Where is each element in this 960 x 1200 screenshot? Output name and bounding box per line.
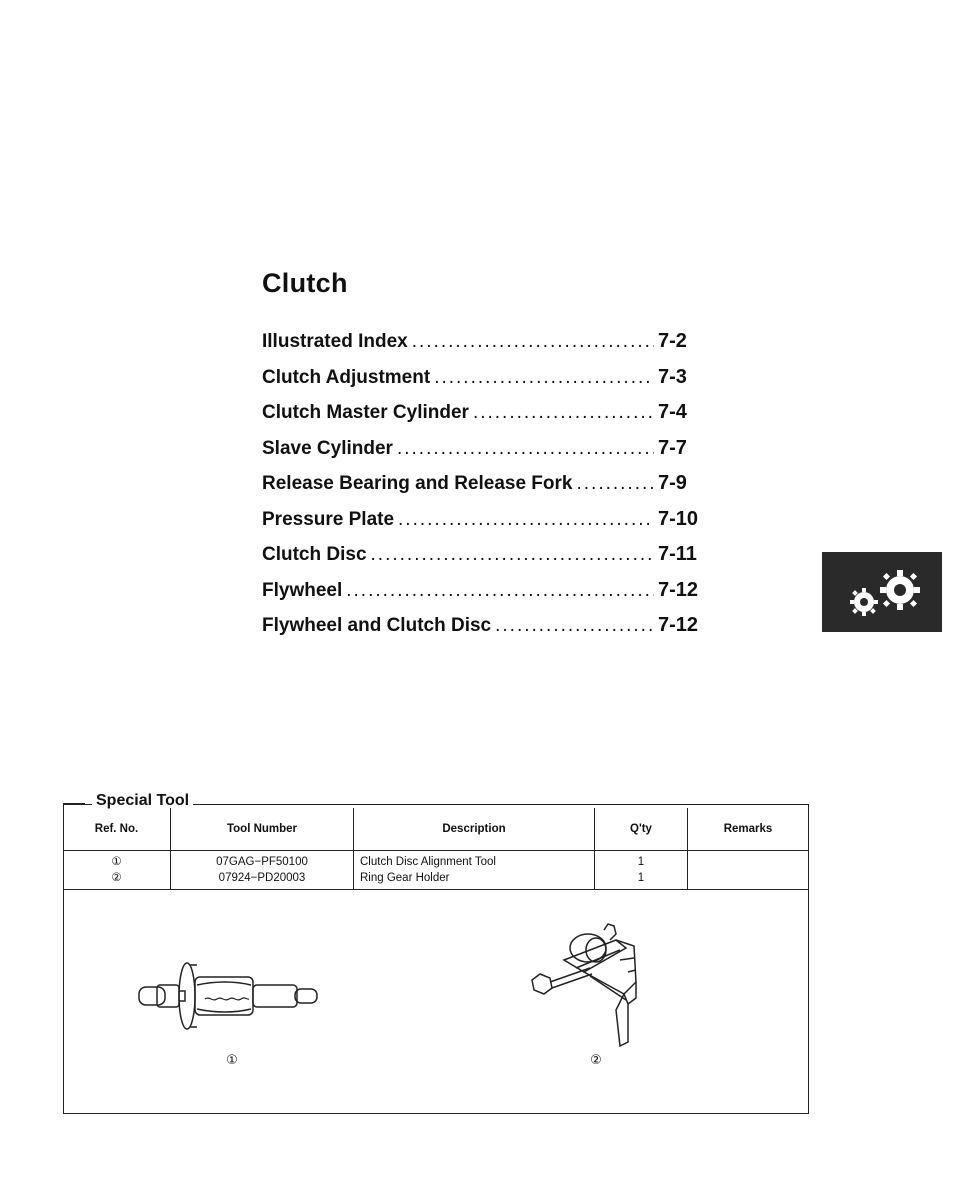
toc-item-label: Clutch Master Cylinder [262,402,469,423]
ref-cell [63,851,171,890]
toc-item-label: Slave Cylinder [262,437,393,459]
toc-item[interactable] [262,330,722,366]
toc-item-page: 7-9 [658,472,687,494]
toc-leader-dots [371,544,654,566]
toc-item-page: 7-12 [658,578,699,601]
tool-description: Ring Gear Holder [360,872,450,884]
toc-item-page: 7-3 [658,365,687,388]
toc-item[interactable] [262,437,722,473]
toc-leader-dots [434,367,654,389]
toc-item[interactable] [262,366,722,402]
toc-item-label: Illustrated Index [262,331,408,352]
toc-item-label: Flywheel [262,579,343,601]
section-tab [822,552,942,632]
column-header: Description [354,808,595,851]
toc-item-page: 7-4 [658,401,687,423]
toc-item-label: Release Bearing and Release Fork [262,473,573,494]
ref-no: ① [111,856,122,868]
toc-item-page: 7-2 [658,330,687,352]
toc-item[interactable] [262,472,722,508]
tool-qty: 1 [637,872,645,884]
column-header: Tool Number [171,808,354,851]
toc-leader-dots [397,438,654,460]
toc-leader-dots [473,402,654,424]
tool-number: 07924−PD20003 [218,872,306,884]
toc-item[interactable] [262,401,722,437]
toc-leader-dots [412,331,654,353]
table-of-contents [262,330,722,650]
toc-item[interactable] [262,579,722,615]
toc-leader-dots [398,509,654,531]
toc-item-page: 7-7 [658,436,687,459]
toc-item-label: Pressure Plate [262,508,395,530]
description-cell [354,851,595,890]
alignment-tool-icon [135,955,345,1035]
table-row [63,851,808,890]
ring-gear-holder-icon [524,920,654,1050]
special-tool-heading: Special Tool [92,792,193,810]
remarks-cell [688,851,809,890]
toc-leader-dots [346,580,654,602]
table-header-row [63,808,808,851]
toc-item-label: Clutch Adjustment [262,366,431,388]
toc-item[interactable] [262,508,722,544]
tool-description: Clutch Disc Alignment Tool [360,856,496,868]
toc-item-label: Clutch Disc [262,544,367,565]
illustration-label: ② [590,1052,602,1067]
tool-number-cell [171,851,354,890]
tool-number: 07GAG−PF50100 [216,856,308,868]
toc-item[interactable] [262,614,722,650]
column-header: Remarks [688,808,809,851]
toc-item-page: 7-10 [658,507,699,530]
toc-item-page: 7-11 [658,543,697,565]
column-header: Q'ty [595,808,688,851]
toc-item[interactable] [262,543,722,579]
gears-icon [822,552,942,632]
ref-no: ② [111,872,122,884]
illustration-label: ① [226,1052,238,1067]
tool-qty: 1 [637,856,645,868]
special-tool-frame-tick [63,803,85,804]
special-tool-table [63,808,808,890]
page-title: Clutch [262,268,348,298]
toc-leader-dots [576,473,654,495]
toc-leader-dots [495,615,654,637]
toc-item-label: Flywheel and Clutch Disc [262,615,492,636]
toc-item-page: 7-12 [658,614,699,636]
column-header: Ref. No. [63,808,171,851]
qty-cell [595,851,688,890]
